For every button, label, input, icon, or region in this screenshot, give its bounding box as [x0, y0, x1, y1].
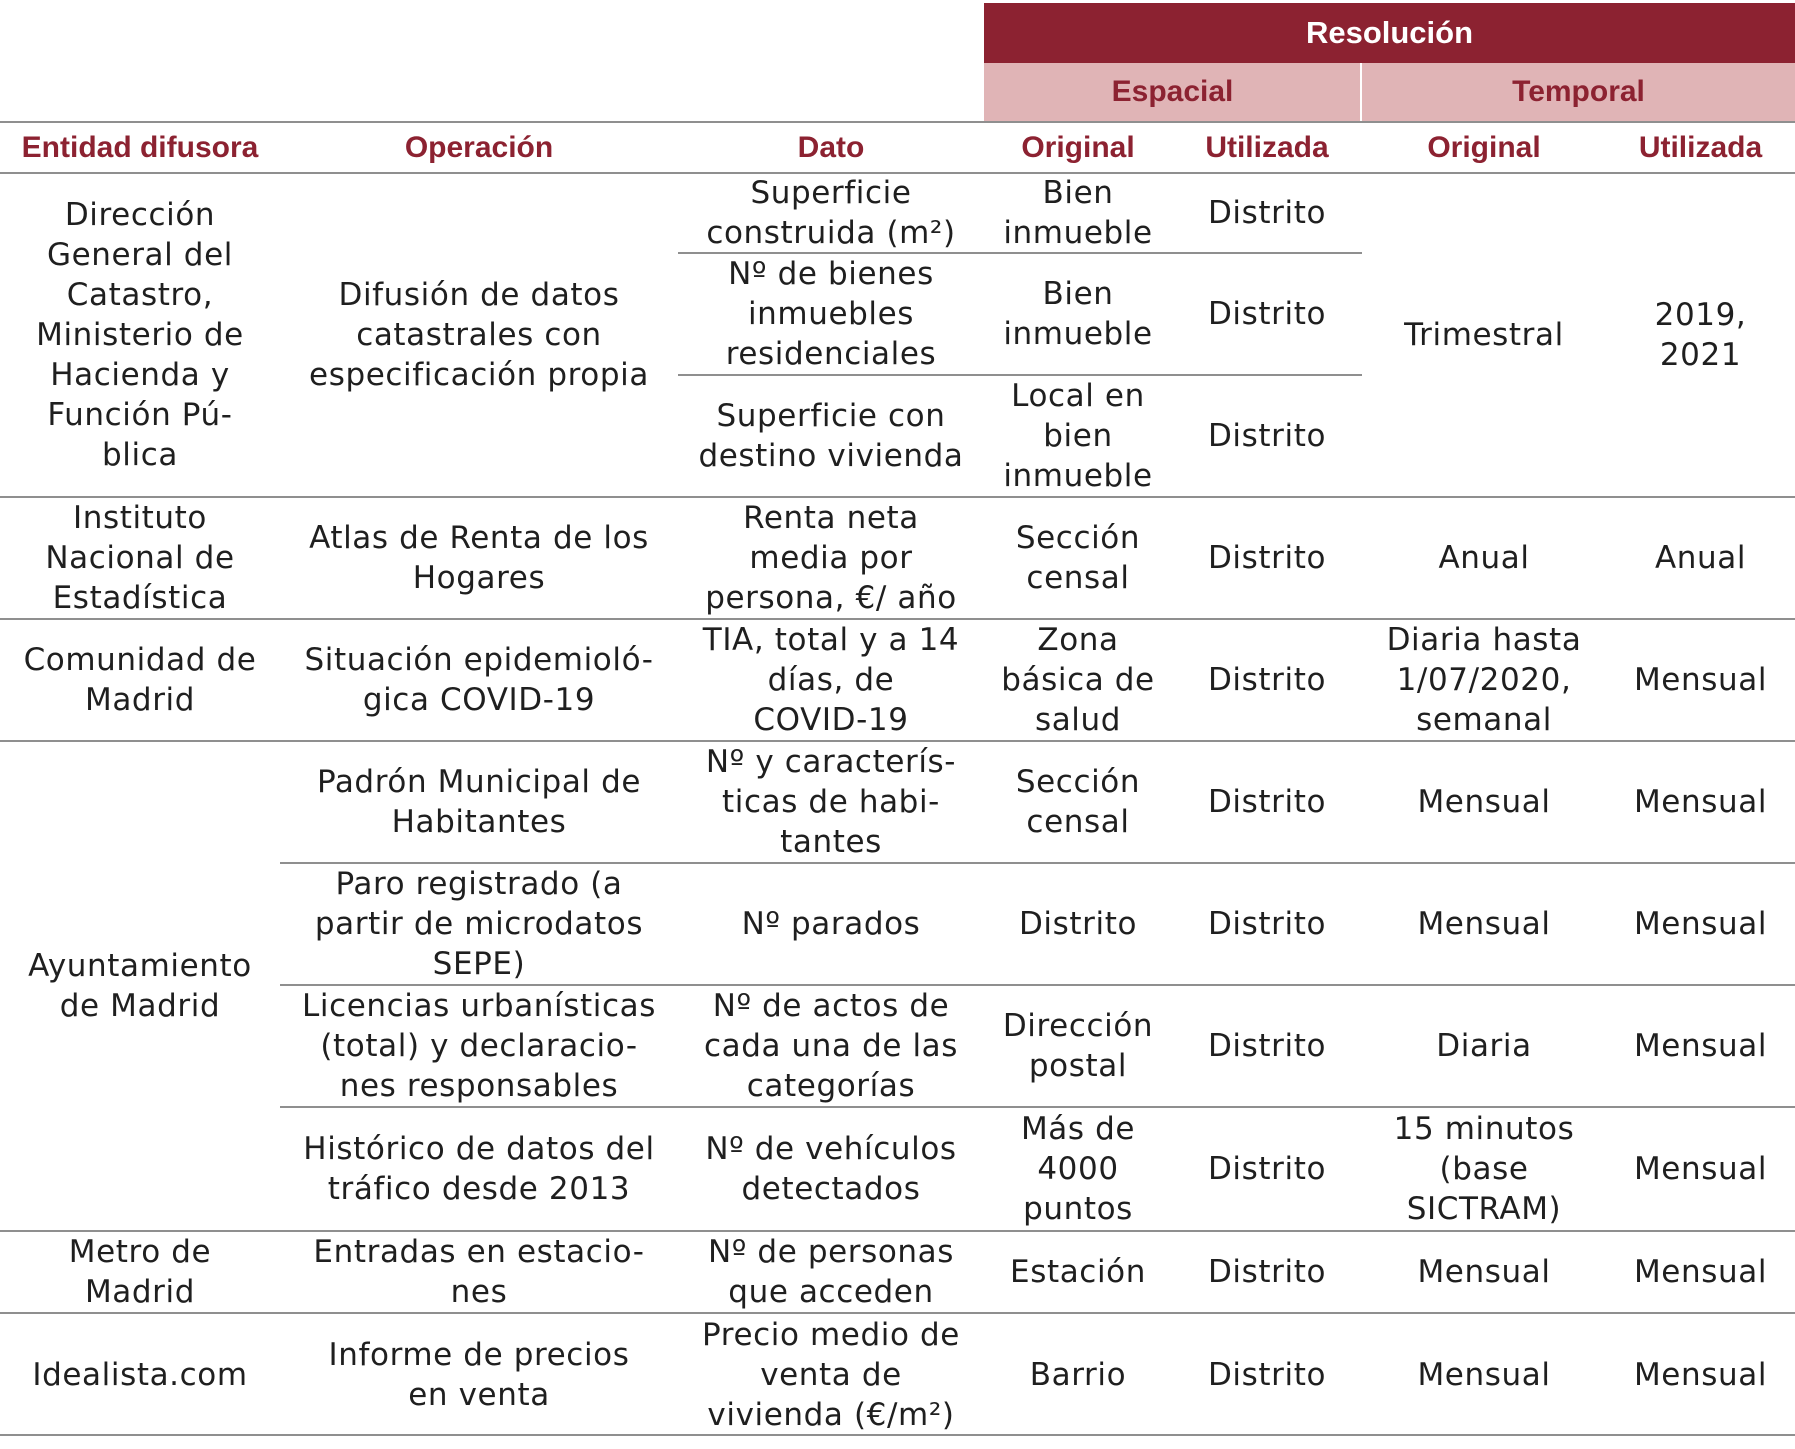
catastro-spatial-original-3: Local en bien inmueble [1003, 378, 1153, 494]
cam-entity: Comunidad de Madrid [23, 642, 257, 718]
ayto-spatial-used-4: Distrito [1207, 1151, 1327, 1187]
ine-spatial-used: Distrito [1207, 540, 1327, 576]
table-bottom-rule [0, 1434, 1795, 1436]
metro-operation: Entradas en estacio- nes [313, 1234, 645, 1310]
catastro-temporal-original: Trimestral [1404, 317, 1564, 353]
catastro-spatial-used-3: Distrito [1207, 418, 1327, 454]
ayto-operation-2: Paro registrado (a partir de microdatos SEPE) [314, 866, 644, 982]
ayto-spatial-used-3: Distrito [1207, 1028, 1327, 1064]
metro-spatial-original: Estación [1010, 1254, 1146, 1290]
ayto-operation-3: Licencias urbanísticas (total) y declaracio- nes responsables [302, 988, 656, 1104]
catastro-operation: Difusión de datos catastrales con especificación propia [309, 277, 649, 393]
column-header-temporal-original: Original [1427, 131, 1541, 164]
ayto-spatial-original-4: Más de 4000 puntos [1020, 1111, 1136, 1227]
metro-entity: Metro de Madrid [68, 1234, 212, 1310]
ayto-temporal-used-4: Mensual [1633, 1151, 1768, 1187]
column-header-operation: Operación [404, 131, 554, 164]
ayto-operation-4: Histórico de datos del tráfico desde 2013 [303, 1131, 655, 1207]
ayto-temporal-original-1: Mensual [1417, 784, 1551, 820]
cam-temporal-used: Mensual [1633, 662, 1768, 698]
ayto-entity: Ayuntamiento de Madrid [28, 948, 252, 1024]
ine-spatial-original: Sección censal [1015, 520, 1141, 596]
metro-spatial-used: Distrito [1207, 1254, 1327, 1290]
ine-temporal-original: Anual [1438, 540, 1530, 576]
column-header-data: Dato [797, 131, 865, 164]
ayto-temporal-original-2: Mensual [1417, 906, 1551, 942]
catastro-data-3: Superficie con destino vivienda [698, 398, 964, 474]
cam-temporal-original: Diaria hasta 1/07/2020, semanal [1386, 622, 1582, 738]
ayto-data-4: Nº de vehículos detectados [705, 1131, 957, 1207]
cam-data: TIA, total y a 14 días, de COVID-19 [702, 622, 960, 738]
column-header-spatial-original: Original [1021, 131, 1135, 164]
column-header-spatial-used: Utilizada [1205, 131, 1329, 164]
catastro-spatial-used-2: Distrito [1207, 296, 1327, 332]
idealista-data: Precio medio de venta de vivienda (€/m²) [702, 1317, 960, 1433]
catastro-spatial-original-1: Bien inmueble [1003, 175, 1153, 251]
catastro-data-1: Superficie construida (m²) [706, 175, 956, 251]
ayto-operation-1: Padrón Municipal de Habitantes [316, 764, 642, 840]
cam-spatial-used: Distrito [1207, 662, 1327, 698]
metro-temporal-original: Mensual [1417, 1254, 1551, 1290]
column-header-temporal-used: Utilizada [1638, 131, 1763, 164]
resolution-header-label: Resolución [1305, 15, 1474, 50]
metro-data: Nº de personas que acceden [707, 1234, 955, 1310]
idealista-temporal-used: Mensual [1633, 1357, 1768, 1393]
catastro-data-2: Nº de bienes inmuebles residenciales [725, 256, 937, 372]
idealista-temporal-original: Mensual [1417, 1357, 1551, 1393]
catastro-spatial-original-2: Bien inmueble [1003, 276, 1153, 352]
spatial-header-label: Espacial [1111, 75, 1234, 108]
ayto-spatial-used-1: Distrito [1207, 784, 1327, 820]
ayto-data-3: Nº de actos de cada una de las categorías [703, 988, 959, 1104]
ayto-temporal-original-3: Diaria [1436, 1028, 1532, 1064]
ayto-data-1: Nº y caracterís- ticas de habi- tantes [705, 744, 957, 860]
ayto-data-2: Nº parados [741, 906, 921, 942]
ayto-temporal-used-1: Mensual [1633, 784, 1768, 820]
temporal-header-label: Temporal [1512, 75, 1645, 108]
cam-spatial-original: Zona básica de salud [1001, 622, 1155, 738]
ayto-spatial-used-2: Distrito [1207, 906, 1327, 942]
catastro-entity: Dirección General del Catastro, Ministerio de Hacienda y Función Pú- blica [36, 197, 244, 473]
column-header-entity: Entidad difusora [21, 131, 259, 164]
cam-operation: Situación epidemioló- gica COVID-19 [304, 642, 654, 718]
ayto-temporal-used-2: Mensual [1633, 906, 1768, 942]
ayto-temporal-original-4: 15 minutos (base SICTRAM) [1393, 1111, 1575, 1227]
ine-operation: Atlas de Renta de los Hogares [309, 520, 649, 596]
ine-data: Renta neta media por persona, €/ año [705, 500, 957, 616]
ine-temporal-used: Anual [1654, 540, 1747, 576]
catastro-spatial-used-1: Distrito [1207, 195, 1327, 231]
catastro-temporal-used: 2019, 2021 [1654, 297, 1747, 373]
ayto-temporal-used-3: Mensual [1633, 1028, 1768, 1064]
idealista-operation: Informe de precios en venta [328, 1337, 630, 1413]
idealista-entity: Idealista.com [32, 1357, 248, 1393]
idealista-spatial-original: Barrio [1029, 1357, 1127, 1393]
metro-temporal-used: Mensual [1633, 1254, 1768, 1290]
ayto-spatial-original-3: Dirección postal [1002, 1008, 1154, 1084]
ine-entity: Instituto Nacional de Estadística [45, 500, 235, 616]
ayto-spatial-original-1: Sección censal [1015, 764, 1141, 840]
idealista-spatial-used: Distrito [1207, 1357, 1327, 1393]
ayto-spatial-original-2: Distrito [1018, 906, 1138, 942]
